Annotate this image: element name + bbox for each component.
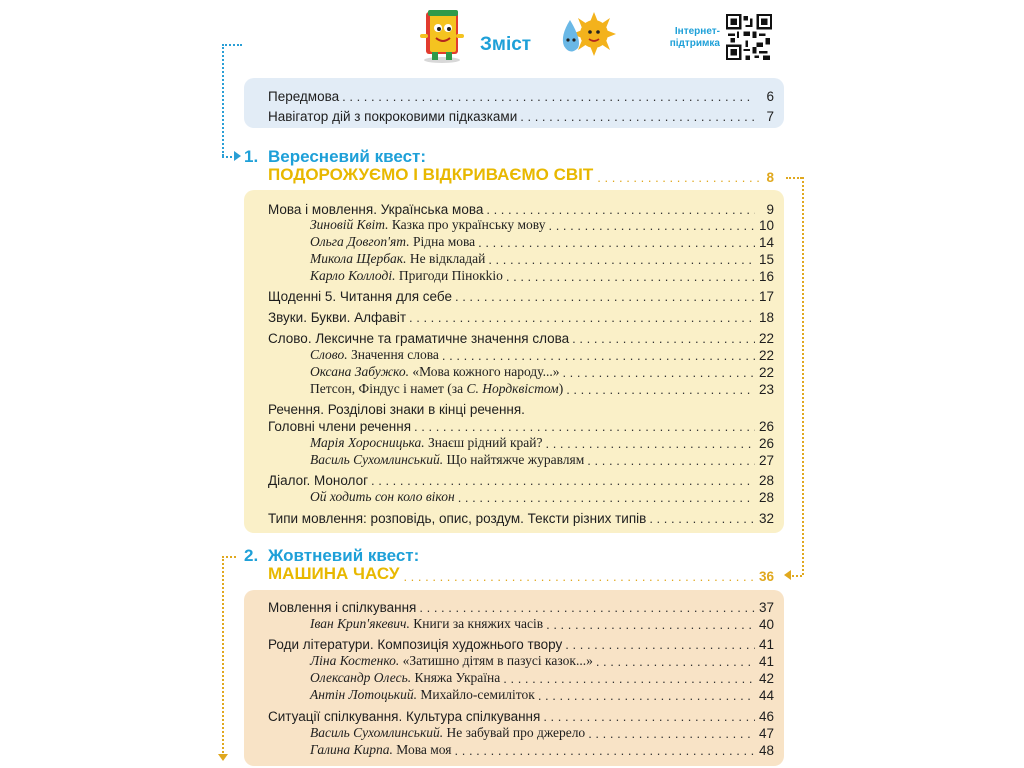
section-subtitle: ПОДОРОЖУЄМО І ВІДКРИВАЄМО СВІТ	[268, 165, 594, 184]
arrow-left-icon	[784, 570, 791, 580]
section-title: Жовтневий квест:	[268, 546, 420, 565]
section-subtitle: МАШИНА ЧАСУ	[268, 564, 400, 583]
section-heading-row[interactable]: ПОДОРОЖУЄМО І ВІДКРИВАЄМО СВІТ . . . 8	[268, 165, 774, 185]
toc-entry[interactable]: Ситуації спілкування. Культура спілкування . . . 46	[268, 706, 774, 724]
toc-entry[interactable]: Щоденні 5. Читання для себе . . . 17	[268, 286, 774, 304]
section-title: Вересневий квест:	[268, 147, 427, 166]
toc-subentry[interactable]: Іван Крип'якевич. Книги за княжих часів . . . 40	[310, 614, 774, 632]
section-number: 2.	[244, 546, 259, 565]
guide-line	[222, 44, 242, 46]
toc-entry[interactable]: Передмова . . . 6	[268, 86, 774, 104]
qr-code-icon[interactable]	[726, 14, 772, 60]
toc-entry[interactable]: Слово. Лексичне та граматичне значення слова . . . 22	[268, 328, 774, 346]
toc-entry[interactable]: Роди літератури. Композиція художнього твору . . . 41	[268, 634, 774, 652]
toc-subentry[interactable]: Олександр Олесь. Княжа Україна . . . 42	[310, 668, 774, 686]
toc-entry[interactable]: Діалог. Монолог . . . 28	[268, 470, 774, 488]
section-number: 1.	[244, 147, 259, 166]
toc-entry[interactable]: Головні члени речення . . . 26	[268, 416, 774, 434]
toc-subentry[interactable]: Василь Сухомлинський. Не забувай про джерело . . . 47	[310, 723, 774, 741]
guide-line	[222, 44, 224, 156]
toc-subentry[interactable]: Микола Щербак. Не відкладай . . . 15	[310, 249, 774, 267]
toc-subentry[interactable]: Зиновій Квіт. Казка про українську мову . . . 10	[310, 215, 774, 233]
toc-subentry[interactable]: Ой ходить сон коло вікон . . . 28	[310, 487, 774, 505]
header	[0, 0, 1024, 72]
toc-subentry[interactable]: Галина Кирпа. Мова моя . . . 48	[310, 740, 774, 758]
guide-line	[222, 556, 224, 756]
toc-subentry[interactable]: Ліна Костенко. «Затишно дітям в пазусі казок...» . . . 41	[310, 651, 774, 669]
guide-line	[792, 575, 802, 577]
internet-support-label: Інтернет- підтримка	[669, 26, 720, 49]
toc-entry[interactable]: Навігатор дій з покроковими підказками . . . 7	[268, 106, 774, 124]
guide-line	[222, 556, 236, 558]
toc-subentry[interactable]: Антін Лотоцький. Михайло-семиліток . . . 44	[310, 685, 774, 703]
page-title: Зміст	[480, 34, 532, 55]
guide-line	[802, 177, 804, 575]
toc-entry[interactable]: Мова і мовлення. Українська мова . . . 9	[268, 199, 774, 217]
toc-subentry[interactable]: Василь Сухомлинський. Що найтяжче журавлям . . . 27	[310, 450, 774, 468]
arrow-down-icon	[218, 754, 228, 761]
toc-entry[interactable]: Типи мовлення: розповідь, опис, роздум. Тексти різних типів . . . 32	[268, 508, 774, 526]
toc-entry[interactable]: Речення. Розділові знаки в кінці речення.	[268, 402, 525, 417]
book-mascot-icon	[412, 4, 472, 64]
toc-subentry[interactable]: Оксана Забужко. «Мова кожного народу...» . . . 22	[310, 362, 774, 380]
toc-subentry[interactable]: Марія Хоросницька. Знаєш рідний край? . . . 26	[310, 433, 774, 451]
toc-subentry[interactable]: Карло Коллоді. Пригоди Пінокkіо . . . 16	[310, 266, 774, 284]
toc-entry[interactable]: Мовлення і спілкування . . . 37	[268, 597, 774, 615]
toc-subentry[interactable]: Слово. Значення слова . . . 22	[310, 345, 774, 363]
sun-and-drop-mascot-icon	[556, 10, 618, 62]
toc-subentry[interactable]: Ольга Довгоп'ят. Рідна мова . . . 14	[310, 232, 774, 250]
guide-line	[786, 177, 802, 179]
section-heading-row[interactable]: МАШИНА ЧАСУ . . . 36	[268, 564, 774, 584]
arrow-right-icon	[234, 151, 241, 161]
toc-entry[interactable]: Звуки. Букви. Алфавіт . . . 18	[268, 307, 774, 325]
toc-subentry[interactable]: Петсон, Фіндус і намет (за С. Нордквістом) . . . 23	[310, 379, 774, 397]
